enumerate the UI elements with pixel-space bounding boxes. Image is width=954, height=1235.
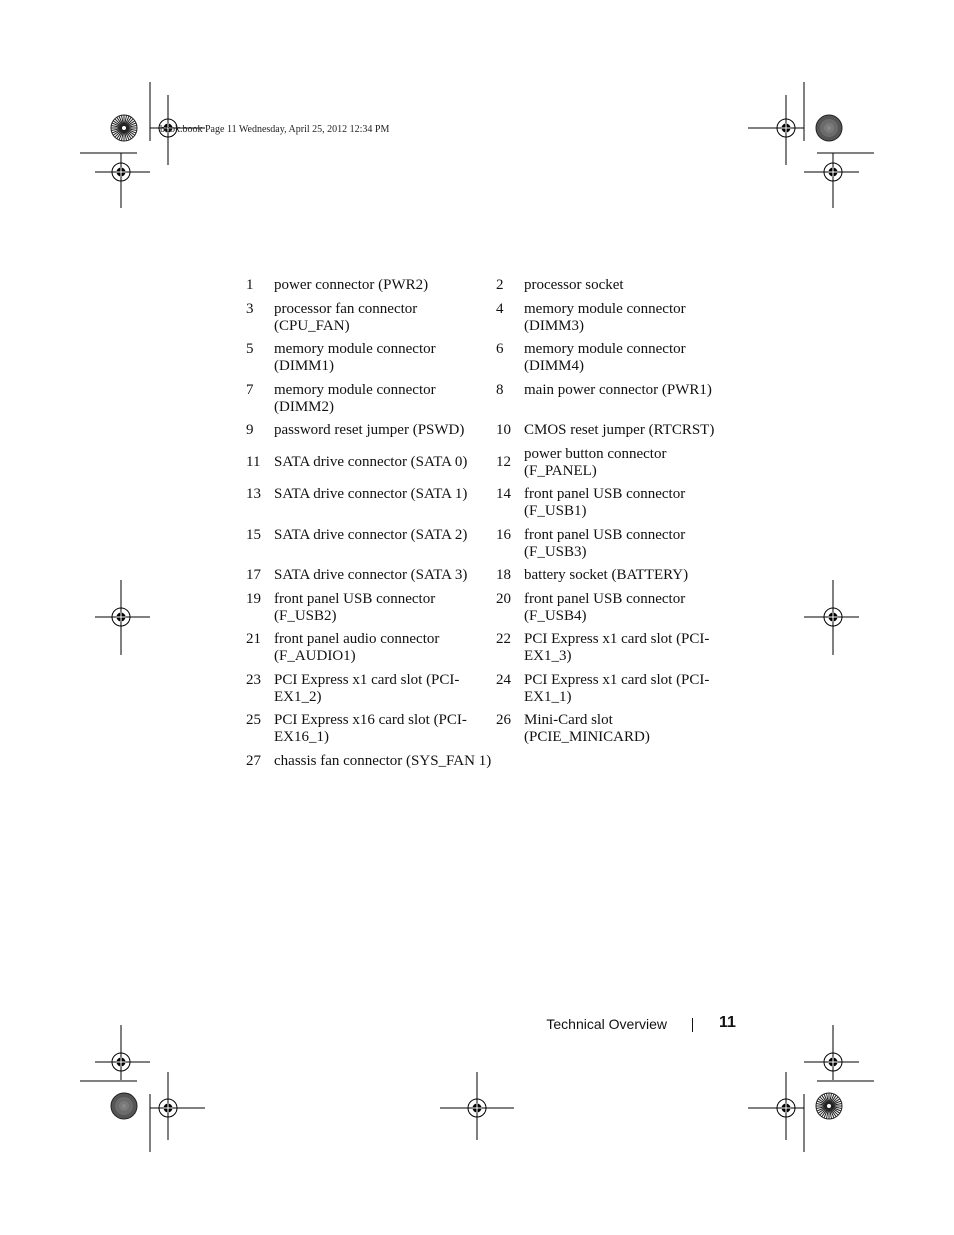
legend-item-number: 2 — [496, 277, 504, 293]
legend-item-description: PCI Express x1 card slot (PCI-EX1_1) — [524, 671, 710, 705]
legend-item-description: main power connector (PWR1) — [524, 381, 712, 398]
footer-separator — [692, 1018, 693, 1032]
legend-item-description: PCI Express x1 card slot (PCI-EX1_2) — [274, 671, 460, 705]
legend-item-description: SATA drive connector (SATA 0) — [274, 454, 468, 470]
legend-item-description: chassis fan connector (SYS_FAN 1) — [274, 752, 492, 769]
legend-item-number: 7 — [246, 381, 254, 398]
legend-item-number: 10 — [496, 422, 511, 438]
legend-item-number: 19 — [246, 590, 261, 607]
legend-item-number: 23 — [246, 671, 261, 688]
print-slug-line: book.book Page 11 Wednesday, April 25, 2012 12:34 PM — [160, 124, 390, 135]
legend-item-description: SATA drive connector (SATA 3) — [274, 567, 468, 583]
legend-row — [246, 591, 736, 632]
legend-row — [246, 567, 736, 591]
legend-item-description: SATA drive connector (SATA 1) — [274, 486, 468, 502]
legend-item-description: processor socket — [524, 277, 624, 293]
legend-item-number: 16 — [496, 526, 511, 543]
legend-item-number: 8 — [496, 381, 504, 398]
legend-item-number: 4 — [496, 300, 504, 317]
legend-row — [246, 446, 736, 487]
page-footer — [0, 1015, 954, 1035]
legend-item-number: 24 — [496, 671, 511, 688]
legend-item-description: power button connector (F_PANEL) — [524, 445, 667, 479]
legend-item-description: PCI Express x1 card slot (PCI-EX1_3) — [524, 631, 710, 664]
legend-item-description: front panel USB connector (F_USB2) — [274, 590, 436, 624]
legend-item-description: front panel USB connector (F_USB4) — [524, 590, 686, 624]
legend-item-number: 1 — [246, 277, 254, 293]
legend-item-description: Mini-Card slot (PCIE_MINICARD) — [524, 712, 650, 745]
legend-item-number: 14 — [496, 486, 511, 502]
legend-item-number: 13 — [246, 486, 261, 502]
legend-item-number: 22 — [496, 631, 511, 647]
legend-item-description: battery socket (BATTERY) — [524, 567, 689, 583]
legend-item-number: 27 — [246, 752, 261, 769]
legend-item-number: 15 — [246, 526, 261, 543]
legend-item-description — [524, 753, 736, 777]
legend-item-number: 6 — [496, 341, 504, 357]
legend-row — [246, 753, 736, 777]
legend-item-number: 25 — [246, 712, 261, 728]
legend-item-number: 5 — [246, 341, 254, 357]
legend-row — [246, 486, 736, 527]
footer-section-title: Technical Overview — [546, 1016, 667, 1032]
page-number: 11 — [719, 1014, 736, 1031]
legend-item-number: 21 — [246, 631, 261, 647]
legend-item-number: 17 — [246, 567, 261, 583]
legend-item-description: memory module connector (DIMM4) — [524, 341, 686, 374]
legend-item-description: password reset jumper (PSWD) — [274, 422, 465, 438]
legend-row — [246, 277, 736, 301]
legend-row — [246, 631, 736, 672]
legend-item-description: processor fan connector (CPU_FAN) — [274, 300, 418, 334]
legend-item-number — [496, 753, 524, 777]
connector-legend-table — [246, 277, 736, 776]
legend-item-description: memory module connector (DIMM3) — [524, 300, 686, 334]
legend-item-description: memory module connector (DIMM2) — [274, 381, 436, 415]
legend-item-number: 9 — [246, 422, 254, 438]
legend-item-description: front panel audio connector (F_AUDIO1) — [274, 631, 440, 664]
legend-item-number: 3 — [246, 300, 254, 317]
legend-item-number: 12 — [496, 454, 511, 470]
legend-row — [246, 712, 736, 753]
legend-item-description: front panel USB connector (F_USB3) — [524, 526, 686, 560]
legend-item-number: 11 — [246, 454, 261, 470]
legend-row — [246, 382, 736, 423]
legend-item-number: 26 — [496, 712, 511, 728]
legend-row — [246, 672, 736, 713]
legend-item-description: power connector (PWR2) — [274, 277, 429, 293]
legend-row — [246, 341, 736, 382]
legend-item-number: 20 — [496, 590, 511, 607]
legend-item-description: front panel USB connector (F_USB1) — [524, 486, 686, 519]
legend-item-number: 18 — [496, 567, 511, 583]
legend-item-description: memory module connector (DIMM1) — [274, 341, 436, 374]
legend-item-description: CMOS reset jumper (RTCRST) — [524, 422, 715, 438]
legend-row — [246, 527, 736, 568]
legend-row — [246, 422, 736, 446]
legend-row — [246, 301, 736, 342]
legend-item-description: PCI Express x16 card slot (PCI-EX16_1) — [274, 712, 467, 745]
legend-item-description: SATA drive connector (SATA 2) — [274, 526, 468, 543]
